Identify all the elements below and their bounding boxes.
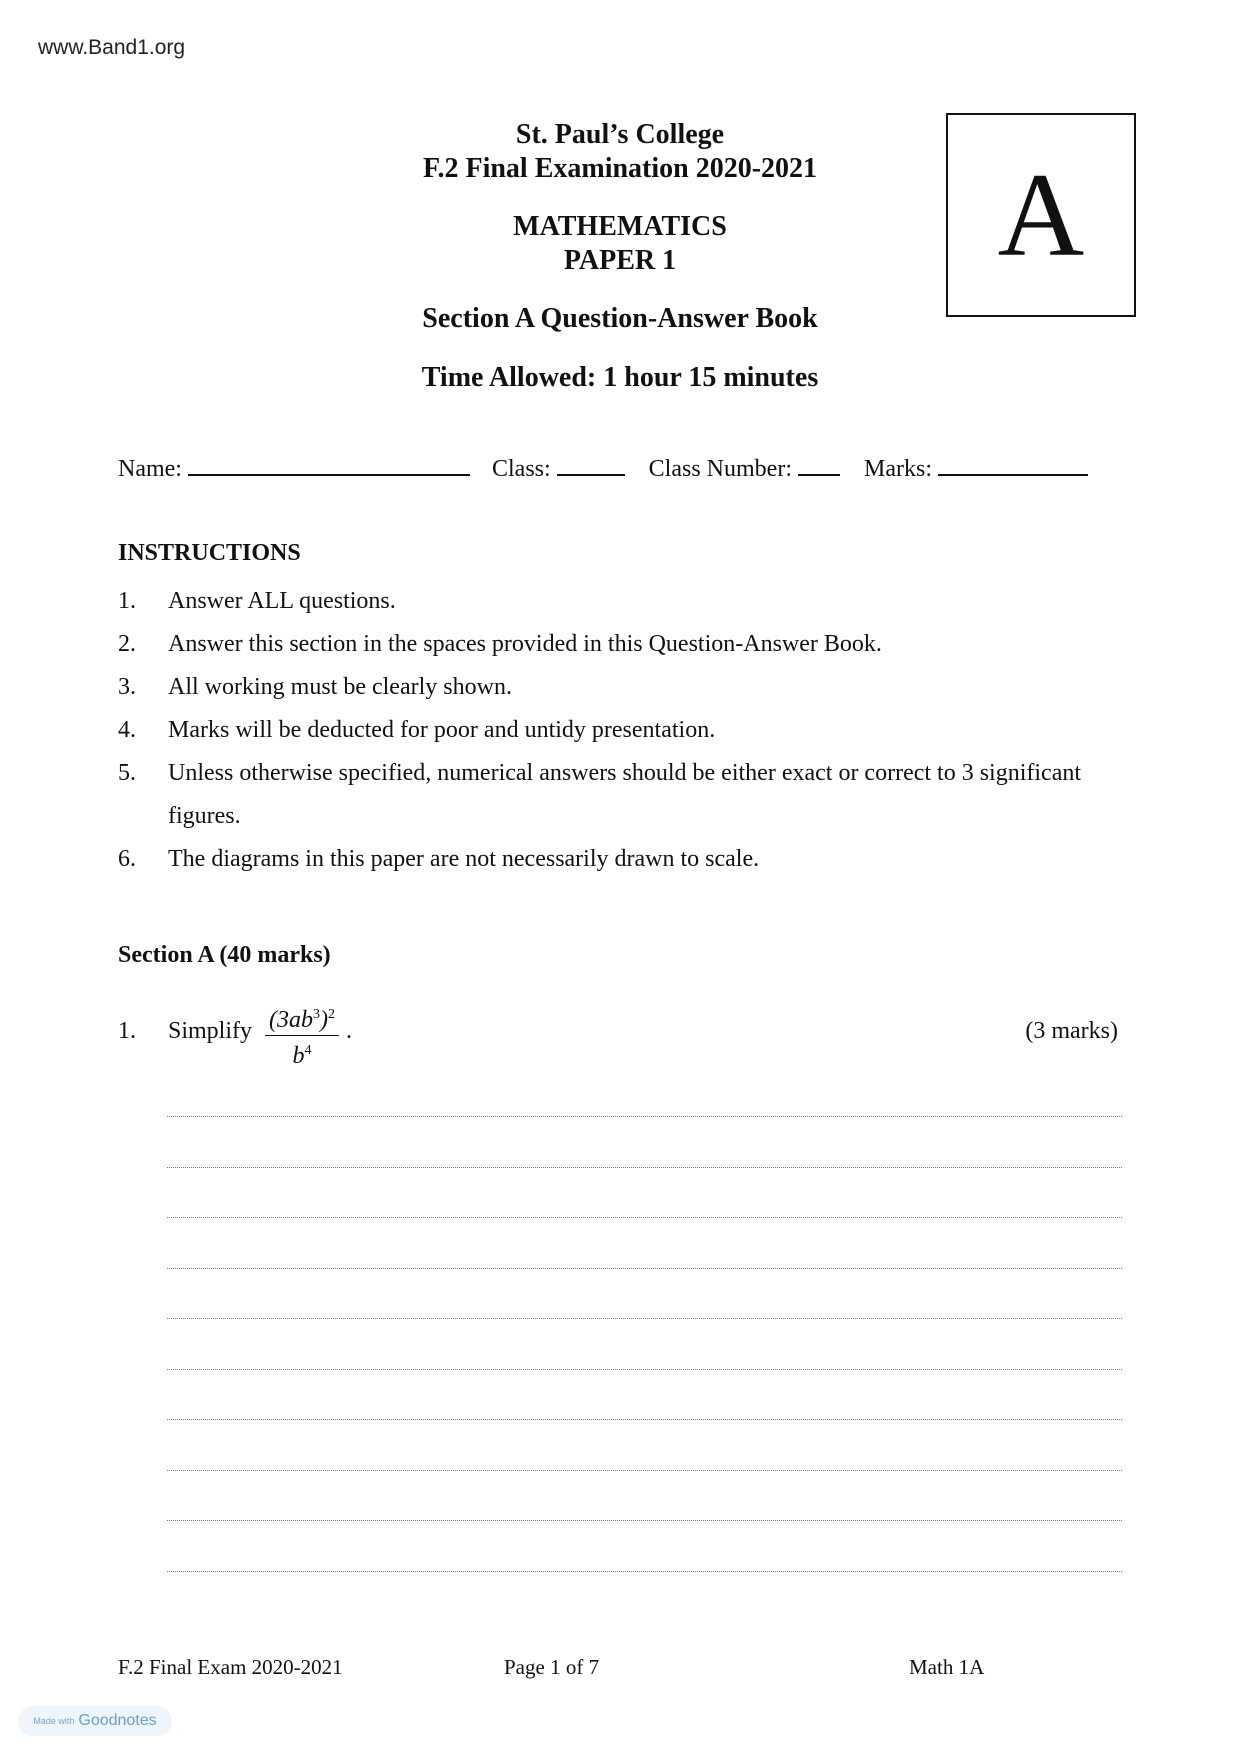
instruction-text: Answer ALL questions. — [168, 588, 396, 614]
numerator-close-paren: ) — [320, 1007, 328, 1033]
name-label: Name: — [118, 456, 182, 482]
student-info-row — [118, 452, 1118, 483]
website-watermark: www.Band1.org — [38, 36, 186, 59]
numerator-base: (3ab — [269, 1007, 313, 1033]
answer-line[interactable] — [167, 1268, 1122, 1269]
question-1 — [118, 1000, 1118, 1070]
footer-page-number: Page 1 of 7 — [504, 1655, 600, 1679]
book-title: Section A Question-Answer Book — [422, 303, 818, 334]
subject-block — [360, 210, 880, 278]
numerator-inner-exponent: 3 — [313, 1007, 320, 1022]
instruction-item — [118, 709, 1128, 752]
school-name: St. Paul’s College — [515, 119, 725, 150]
instruction-item — [118, 580, 1128, 623]
footer-right: Math 1A — [909, 1655, 985, 1679]
instruction-item — [118, 666, 1128, 709]
goodnotes-badge — [18, 1706, 172, 1736]
numerator-outer-exponent: 2 — [328, 1007, 335, 1022]
badge-made-with: Made with — [33, 1716, 75, 1726]
answer-line[interactable] — [167, 1369, 1122, 1370]
fraction-expression — [265, 1000, 339, 1071]
marks-label: Marks: — [864, 456, 932, 482]
instruction-number: 1. — [118, 588, 136, 614]
instruction-text: Answer this section in the spaces provided in this Question-Answer Book. — [168, 631, 882, 657]
answer-line[interactable] — [167, 1470, 1122, 1471]
fraction-denominator — [265, 1036, 339, 1071]
instruction-item — [118, 838, 1128, 881]
instruction-text: Unless otherwise specified, numerical answers should be either exact or correct to 3 significant figures. — [168, 760, 1082, 829]
instruction-text: Marks will be deducted for poor and untidy presentation. — [168, 717, 716, 743]
time-block — [360, 361, 880, 395]
paper-title: PAPER 1 — [563, 245, 677, 276]
footer-left: F.2 Final Exam 2020-2021 — [118, 1655, 343, 1679]
time-allowed: Time Allowed: 1 hour 15 minutes — [421, 362, 819, 393]
answer-line[interactable] — [167, 1217, 1122, 1218]
class-field[interactable] — [557, 452, 625, 476]
denominator-exponent: 4 — [304, 1043, 312, 1058]
paper-code: A — [997, 148, 1085, 281]
instructions-title: INSTRUCTIONS — [118, 540, 301, 566]
section-title: Section A (40 marks) — [118, 942, 331, 968]
instruction-item — [118, 623, 1128, 666]
answer-line[interactable] — [167, 1571, 1122, 1572]
question-prompt: Simplify — [168, 1018, 253, 1044]
answer-line[interactable] — [167, 1520, 1122, 1521]
paper-code-box — [946, 113, 1136, 317]
instruction-item — [118, 752, 1128, 838]
instruction-number: 2. — [118, 631, 136, 657]
subject-title: MATHEMATICS — [513, 211, 727, 242]
question-end-period: . — [346, 1018, 352, 1044]
instruction-number: 5. — [118, 760, 136, 786]
denominator-base: b — [292, 1043, 305, 1069]
marks-field[interactable] — [938, 452, 1088, 476]
class-number-label: Class Number: — [648, 456, 792, 482]
fraction-numerator — [265, 1000, 339, 1036]
instruction-number: 4. — [118, 717, 136, 743]
instruction-text: The diagrams in this paper are not necessarily drawn to scale. — [168, 846, 760, 872]
answer-line[interactable] — [167, 1318, 1122, 1319]
instruction-number: 6. — [118, 846, 136, 872]
exam-header — [360, 118, 880, 186]
answer-line[interactable] — [167, 1116, 1122, 1117]
answer-line[interactable] — [167, 1419, 1122, 1420]
instruction-number: 3. — [118, 674, 136, 700]
question-number: 1. — [118, 1018, 136, 1044]
class-label: Class: — [491, 456, 551, 482]
instructions-list — [118, 580, 1128, 881]
answer-line[interactable] — [167, 1167, 1122, 1168]
exam-title: F.2 Final Examination 2020-2021 — [422, 153, 818, 184]
name-field[interactable] — [188, 452, 470, 476]
book-title-block — [360, 302, 880, 336]
badge-brand: Goodnotes — [78, 1712, 157, 1729]
question-marks: (3 marks) — [1025, 1018, 1118, 1044]
instruction-text: All working must be clearly shown. — [168, 674, 512, 700]
class-number-field[interactable] — [798, 452, 840, 476]
